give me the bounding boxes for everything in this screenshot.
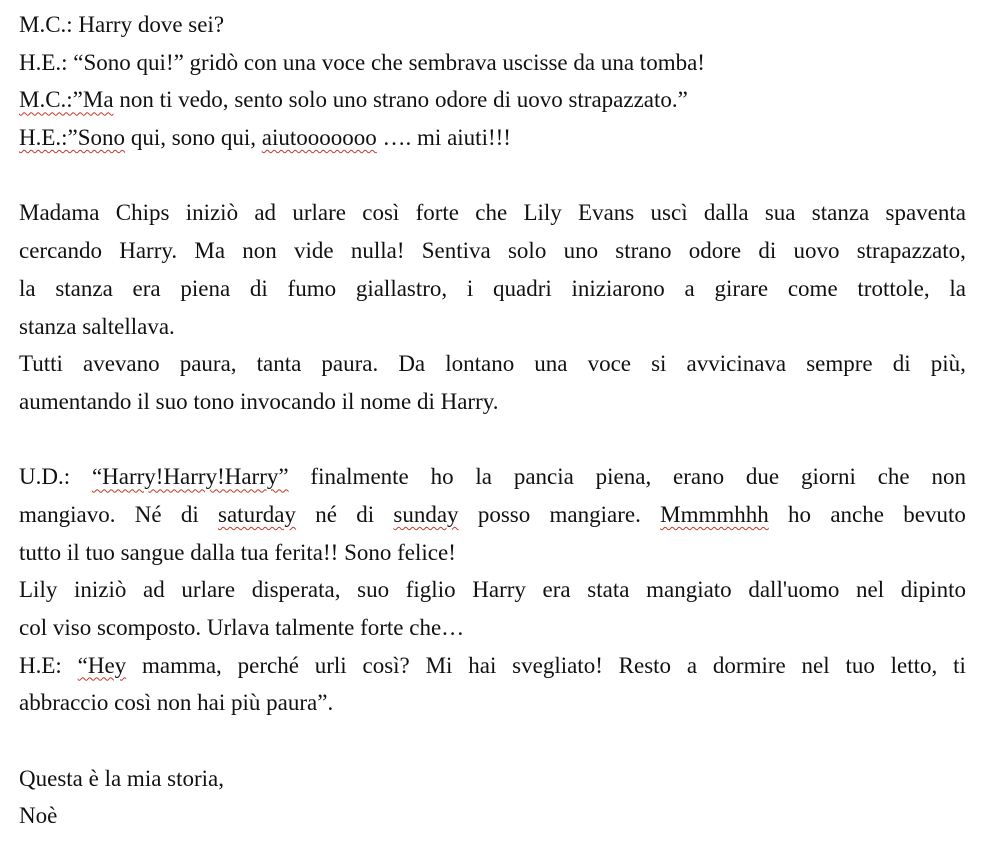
word: di xyxy=(892,351,911,377)
word: iniziò xyxy=(185,200,239,226)
word: stanza xyxy=(55,275,113,301)
word: mangiare. xyxy=(549,501,641,527)
word: tanta xyxy=(256,351,302,377)
word: mangiato xyxy=(646,577,732,603)
word: ti xyxy=(953,652,966,678)
word: finalmente xyxy=(310,464,409,490)
word: non xyxy=(242,238,277,264)
word: si xyxy=(651,351,667,377)
word: uscì xyxy=(650,200,688,226)
word: paura, xyxy=(179,351,237,377)
word: “Harry!Harry!Harry” xyxy=(91,464,289,490)
word: giorni xyxy=(800,464,856,490)
word: strapazzato.” xyxy=(568,87,688,113)
word: U.D.: xyxy=(19,464,71,490)
word: Tutti xyxy=(19,351,63,377)
text-line: H.E.: “Sono qui!” gridò con una voce che sembrava uscisse da una tomba! xyxy=(19,49,705,75)
word: perché xyxy=(237,652,299,678)
word: trottole, xyxy=(857,275,930,301)
word: che xyxy=(475,200,508,226)
word: così? xyxy=(362,652,410,678)
paragraph-gap xyxy=(19,421,966,459)
word: la xyxy=(949,275,966,301)
word: strano xyxy=(372,87,430,113)
word: sono xyxy=(171,125,216,151)
text-line: aumentando il suo tono invocando il nome di Harry. xyxy=(19,388,499,414)
text-line xyxy=(19,571,966,609)
word: pancia xyxy=(513,464,574,490)
word: così xyxy=(362,200,400,226)
word: dalla xyxy=(703,200,749,226)
word: Da xyxy=(398,351,426,377)
author-name: Noè xyxy=(19,803,58,829)
text-line xyxy=(19,496,966,534)
word: Harry. xyxy=(119,238,178,264)
word: posso xyxy=(477,501,531,527)
word: i xyxy=(466,275,474,301)
word: non xyxy=(931,464,966,490)
word: fumo xyxy=(287,275,337,301)
word: solo xyxy=(288,87,327,113)
word: la xyxy=(19,275,36,301)
word: strapazzato, xyxy=(856,238,966,264)
paragraph-gap xyxy=(19,722,966,760)
text-line: abbraccio così non hai più paura”. xyxy=(19,690,334,716)
paragraph-narration xyxy=(19,194,966,420)
word: Né xyxy=(134,501,162,527)
word: qui, xyxy=(220,125,257,151)
word: uno xyxy=(332,87,368,113)
word: …. xyxy=(382,125,412,151)
text-line xyxy=(19,647,966,685)
word: avevano xyxy=(83,351,160,377)
word: cercando xyxy=(19,238,102,264)
word: stanza xyxy=(811,200,870,226)
text-line: stanza saltellava. xyxy=(19,313,175,339)
word: aiutooooooo xyxy=(261,125,377,151)
word: di xyxy=(249,275,268,301)
text-line: col viso scomposto. Urlava talmente forte che… xyxy=(19,615,465,640)
word: uovo xyxy=(793,238,840,264)
word: uno xyxy=(563,238,599,264)
word: dall'uomo xyxy=(748,577,840,603)
word: hai xyxy=(468,652,497,678)
word: mi xyxy=(417,125,442,151)
paragraph-dialogue-intro xyxy=(19,6,966,157)
word: era xyxy=(132,275,161,301)
word: Lily xyxy=(523,200,562,226)
word: urlare xyxy=(181,577,236,603)
paragraph-gap xyxy=(19,157,966,195)
word: sento xyxy=(234,87,283,113)
word: tuo xyxy=(845,652,875,678)
word: mangiavo. xyxy=(19,501,116,527)
word: bevuto xyxy=(903,501,966,527)
text-line xyxy=(19,81,966,119)
text-line: M.C.: Harry dove sei? xyxy=(19,12,225,37)
word: la xyxy=(475,464,492,490)
word: urlare xyxy=(292,200,346,226)
word: disperata, xyxy=(251,577,341,603)
word: H.E.:”Sono xyxy=(19,125,126,151)
word: anche xyxy=(830,501,884,527)
word: nel xyxy=(801,652,830,678)
word: figlio xyxy=(405,577,456,603)
word: due xyxy=(745,464,780,490)
text-line xyxy=(19,232,966,270)
word: dormire xyxy=(712,652,786,678)
word: sua xyxy=(764,200,796,226)
text-line xyxy=(19,270,966,308)
word: sempre xyxy=(806,351,873,377)
word: “Hey xyxy=(77,652,127,678)
word: avvicinava xyxy=(686,351,787,377)
word: giallastro, xyxy=(355,275,448,301)
word: iniziarono xyxy=(571,275,665,301)
text-line xyxy=(19,345,966,383)
word: odore xyxy=(688,238,742,264)
word: qui, xyxy=(130,125,166,151)
word: Chips xyxy=(115,200,170,226)
word: Mmmmhhh xyxy=(660,501,769,527)
word: piena xyxy=(180,275,231,301)
word: spaventa xyxy=(885,200,966,226)
word: ho xyxy=(788,501,812,527)
word: Harry xyxy=(472,577,526,603)
word: lontano xyxy=(445,351,515,377)
word: strano xyxy=(615,238,672,264)
word: era xyxy=(542,577,571,603)
word: Evans xyxy=(578,200,635,226)
word: paura. xyxy=(321,351,379,377)
word: nulla! xyxy=(350,238,405,264)
word: vedo, xyxy=(178,87,229,113)
word: suo xyxy=(357,577,390,603)
word: solo xyxy=(507,238,547,264)
word: stata xyxy=(587,577,630,603)
word: forte xyxy=(415,200,459,226)
text-line: tutto il tuo sangue dalla tua ferita!! Sono felice! xyxy=(19,539,456,565)
word: di xyxy=(180,501,199,527)
word: Mi xyxy=(425,652,453,678)
paragraph-monster-speech xyxy=(19,458,966,722)
word: vide xyxy=(294,238,334,264)
word: saturday xyxy=(218,501,296,527)
word: a xyxy=(684,275,695,301)
word: erano xyxy=(673,464,725,490)
word: iniziò xyxy=(74,577,127,603)
word: come xyxy=(787,275,838,301)
word: Ma xyxy=(194,238,226,264)
word: letto, xyxy=(890,652,938,678)
word: che xyxy=(877,464,910,490)
word: svegliato! xyxy=(512,652,603,678)
word: sunday xyxy=(393,501,459,527)
word: Sentiva xyxy=(421,238,491,264)
word: di xyxy=(493,87,511,113)
word: odore xyxy=(434,87,488,113)
word: una xyxy=(534,351,568,377)
word: H.E: xyxy=(19,652,62,678)
word: M.C.:”Ma xyxy=(19,87,114,113)
word: dipinto xyxy=(900,577,966,603)
word: Madama xyxy=(19,200,100,226)
closing-signature xyxy=(19,760,966,835)
word: nel xyxy=(856,577,885,603)
closing-line: Questa è la mia storia, xyxy=(19,765,225,791)
word: ti xyxy=(159,87,173,113)
word: ho xyxy=(430,464,454,490)
word: mamma, xyxy=(141,652,222,678)
word: urli xyxy=(314,652,347,678)
word: ad xyxy=(143,577,165,603)
word: Lily xyxy=(19,577,58,603)
word: a xyxy=(686,652,698,678)
word: piena, xyxy=(595,464,652,490)
word: di xyxy=(356,501,375,527)
word: Resto xyxy=(618,652,672,678)
word: non xyxy=(119,87,154,113)
word: uovo xyxy=(516,87,563,113)
word: di xyxy=(758,238,777,264)
word: girare xyxy=(714,275,769,301)
text-line xyxy=(19,458,966,496)
word: quadri xyxy=(493,275,552,301)
text-line xyxy=(19,119,966,157)
word: aiuti!!! xyxy=(447,125,511,151)
word: né xyxy=(315,501,337,527)
word: ad xyxy=(254,200,277,226)
word: più, xyxy=(930,351,966,377)
word: voce xyxy=(587,351,632,377)
text-line xyxy=(19,194,966,232)
